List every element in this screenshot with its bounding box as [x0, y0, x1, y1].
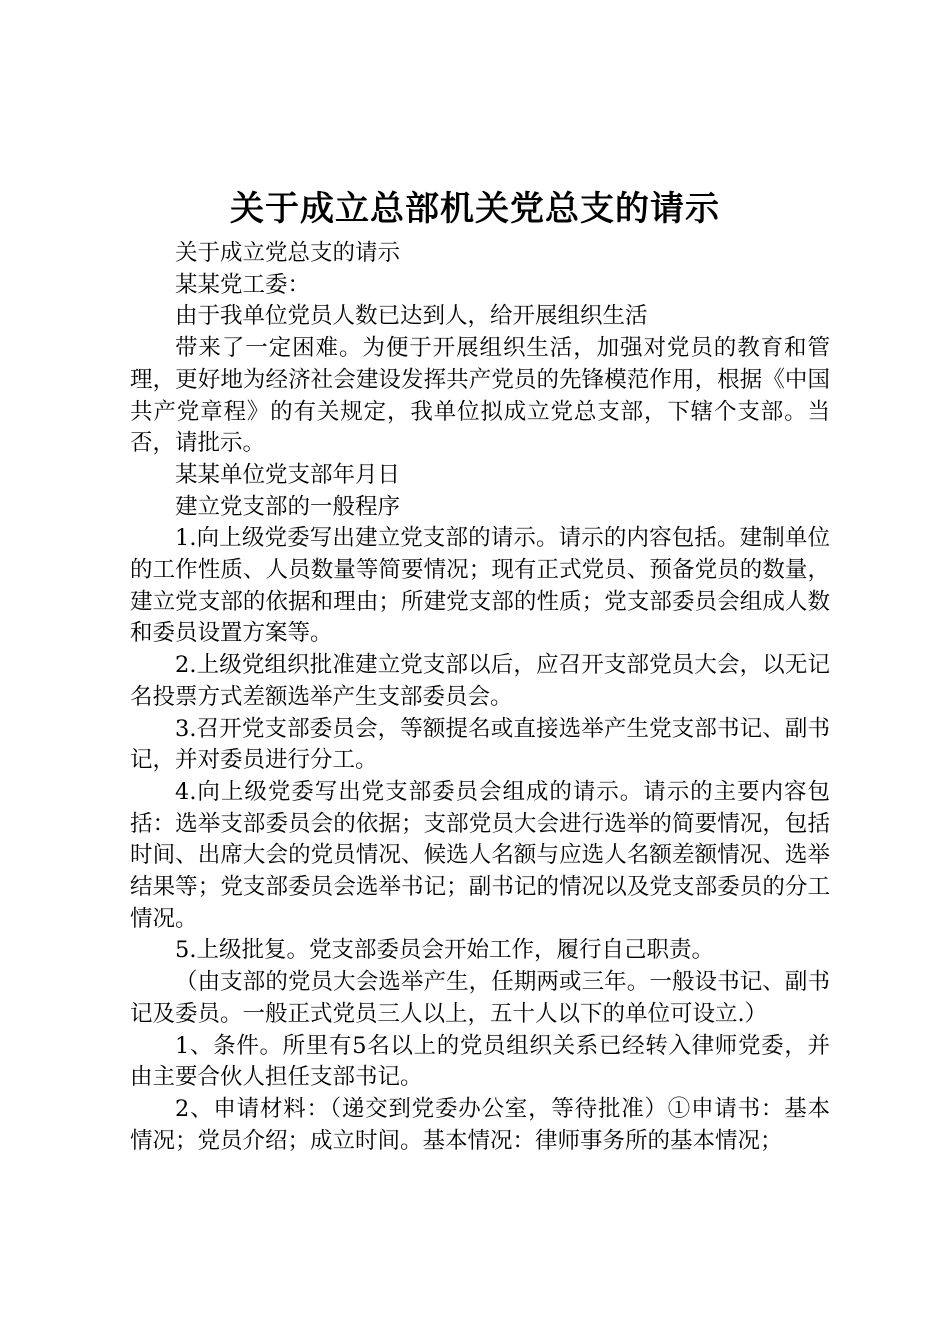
document-title: 关于成立总部机关党总支的请示: [230, 189, 720, 229]
paragraph-reason-start: 由于我单位党员人数已达到人，给开展组织生活: [175, 303, 648, 330]
paragraph-procedure-heading: 建立党支部的一般程序: [175, 493, 401, 520]
paragraph-signature: 某某单位党支部年月日: [175, 461, 401, 488]
paragraph-addressee: 某某党工委：: [175, 271, 311, 298]
paragraph-reason-body: 带来了一定困难。为便于开展组织生活，加强对党员的教育和管理，更好地为经济社会建设发挥共产党员的先锋模范作用，根据《中国共产党章程》的有关规定，我单位拟成立党总支部，下辖个支部。当否，请批示。: [130, 335, 830, 457]
paragraph-subject: 关于成立党总支的请示: [175, 240, 401, 266]
paragraph-condition: 1、条件。所里有5名以上的党员组织关系已经转入律师党委，并由主要合伙人担任支部书记。: [130, 1032, 830, 1091]
paragraph-materials: 2、申请材料：（递交到党委办公室，等待批准）①申请书：基本情况；党员介绍；成立时间。基本情况：律师事务所的基本情况；: [130, 1095, 830, 1154]
paragraph-step-2: 2.上级党组织批准建立党支部以后，应召开支部党员大会，以无记名投票方式差额选举产生支部委员会。: [130, 652, 830, 710]
paragraph-step-1: 1.向上级党委写出建立党支部的请示。请示的内容包括。建制单位的工作性质、人员数量等简要情况；现有正式党员、预备党员的数量，建立党支部的依据和理由；所建党支部的性质；党支部委员会组成人数和委员设置方案等。: [130, 525, 830, 647]
paragraph-step-3: 3.召开党支部委员会，等额提名或直接选举产生党支部书记、副书记，并对委员进行分工。: [130, 715, 830, 774]
paragraph-note: （由支部的党员大会选举产生，任期两或三年。一般设书记、副书记及委员。一般正式党员三人以上，五十人以下的单位可设立.）: [130, 969, 830, 1027]
document-body: [130, 238, 830, 1157]
paragraph-step-5: 5.上级批复。党支部委员会开始工作，履行自己职责。: [175, 937, 714, 964]
paragraph-step-4: 4.向上级党委写出党支部委员会组成的请示。请示的主要内容包括：选举支部委员会的依据；支部党员大会进行选举的简要情况，包括时间、出席大会的党员情况、候选人名额与应选人名额差额情况、选举结果等；党支部委员会选举书记；副书记的情况以及党支部委员的分工情况。: [130, 778, 830, 932]
